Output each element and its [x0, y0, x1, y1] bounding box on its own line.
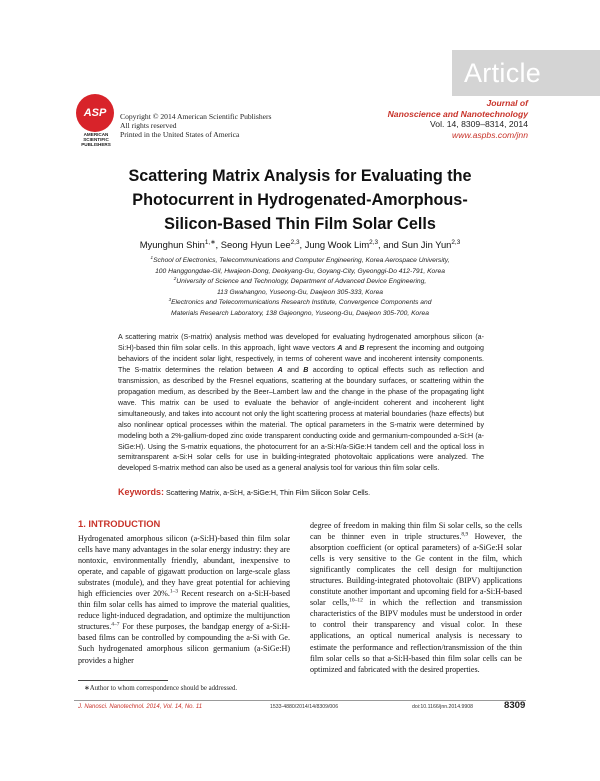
- footer-citation: J. Nanosci. Nanotechnol. 2014, Vol. 14, No. 11: [78, 704, 203, 710]
- asp-logo-icon: ASP: [76, 94, 114, 132]
- affiliation-line: $^3$Electronics and Telecommunications Research Institute, Convergence Components and: [168, 296, 432, 306]
- keywords-label: Keywords:: [118, 487, 165, 497]
- body-column-left: Hydrogenated amorphous silicon (a-Si:H)-based thin film solar cells have many advantages in the solar energy industry: they are nontoxic, environmentally friendly, abundant, inexpensive to operate, and capable of gigawatt production on large-scale glass substrates (module), and they have great potential for achieving high efficiencies over 20%.$^{1-3}$ Recent research on a-Si:H-based thin film solar cells has aimed to improve the material qualities, reduce light-induced degradation, and optimize the multijunction structures.$^{4-7}$ For these purposes, the bandgap energy of a-Si:H-based films can be controlled by compounding the a-Si with Ge. Such hydrogenated amorphous silicon germanium (a-SiGe:H) provides a higher: [78, 534, 290, 665]
- footnote-divider: [78, 680, 168, 681]
- affiliation-line: $^1$School of Electronics, Telecommunications and Computer Engineering, Korea Aerospace University,: [150, 254, 450, 264]
- footer-doi[interactable]: doi:10.1166/jnn.2014.9908: [412, 704, 474, 710]
- affiliation-line: Materials Research Laboratory, 138 Gajeongno, Yuseong-Gu, Daejeon 305-700, Korea: [171, 309, 429, 317]
- journal-url[interactable]: www.aspbs.com/jnn: [452, 129, 528, 140]
- page-number: 8309: [504, 700, 526, 711]
- body-column-right: degree of freedom in making thin film Si solar cells, so the cells can be thinner even in triple structures.$^{8,9}$ However, the absorption coefficient (or optical parameters) of a-SiGe:H solar cells is very sensitive to the Ge content in the film, which significantly complicates the cell design for multijunction structures. Building-integrated photovoltaic (BIPV) applications constitute another important and upcoming field for a-Si:H-based solar cells,$^{10-12}$ in which the reflection and transmission characteristics of the BIPV modules must be understood in order to control their transparency and visual color. In these applications, an optical numerical analysis is necessary to estimate the performance and reflection/transmission of the thin film solar cells so that a-Si:H-based thin film solar cells can be optimized and fabricated with the desired properties.: [310, 521, 522, 674]
- keywords: [118, 487, 498, 498]
- article-badge: Article: [452, 50, 600, 96]
- logo-subtitle: AMERICAN SCIENTIFIC PUBLISHERS: [81, 132, 111, 148]
- publisher-logo: [74, 94, 118, 152]
- author-name: Myunghun Shin: [139, 239, 205, 250]
- abstract: A scattering matrix (S-matrix) analysis method was developed for evaluating hydrogenated amorphous silicon (a-Si:H)-based thin film solar cells. In this approach, light wave vectors A and B represent the incoming and outgoing behaviors of the incident solar light, respectively, in terms of coherent wave and incoherent intensity components. The S-matrix determines the relation between A and B according to optical effects such as reflection and transmission, as described by the Fresnel equations, scattering at the boundary surfaces, or scattering within the propagation medium, as described by the Beer–Lambert law and the change in the phase of the propagating light wave. This matrix can be used to evaluate the behavior of angle-incident coherent and incoherent light simultaneously, and takes into account not only the light scattering process at material boundaries (haze effects) but also nonlinear optical processes within the material. The optical parameters in the S-matrix were determined by modeling both a 2%-gallium-doped zinc oxide transparent conducting oxide and germanium-compounded a-Si:H (a-SiGe:H). Using the S-matrix equations, the photocurrent for an a-Si:H/a-SiGe:H tandem cell and the optical loss in semitransparent a-Si:H solar cells for use in building-integrated photovoltaic applications were analyzed. The developed S-matrix method can also be used as a general analysis tool for various thin film solar cells.: [118, 333, 485, 473]
- author-name: Jung Wook Lim: [304, 239, 370, 250]
- footer-issn: 1533-4880/2014/14/8309/006: [270, 704, 339, 710]
- journal-info: [388, 98, 528, 140]
- affiliation-line: 113 Gwahangno, Yuseong-Gu, Daejeon 305-333, Korea: [216, 288, 384, 296]
- journal-name-line2: Nanoscience and Nanotechnology: [387, 108, 528, 119]
- affiliation-line: $^2$University of Science and Technology, Department of Advanced Device Engineering,: [173, 275, 427, 285]
- affiliation-line: 100 Hanggongdae-Gil, Hwajeon-Dong, Deokyang-Gu, Goyang-City, Gyeonggi-Do 412-791, Korea: [155, 267, 445, 275]
- footer-divider: [74, 700, 526, 701]
- journal-name-line1: Journal of: [486, 98, 528, 108]
- footnote: ∗Author to whom correspondence should be addressed.: [84, 685, 238, 692]
- journal-volume: Vol. 14, 8309–8314, 2014: [430, 119, 528, 129]
- section-heading: 1. INTRODUCTION: [78, 518, 161, 529]
- author-name: Seong Hyun Lee: [220, 239, 291, 250]
- copyright-notice: Copyright © 2014 American Scientific Publishers All rights reserved Printed in the United States of America: [120, 112, 272, 139]
- author-list: Myunghun Shin$^{1,∗}$, Seong Hyun Lee$^{2,3}$, Jung Wook Lim$^{2,3}$, and Sun Jin Yun$^{2,3}$: [139, 238, 461, 250]
- keywords-list: Scattering Matrix, a-Si:H, a-SiGe:H, Thin Film Silicon Solar Cells.: [166, 489, 371, 497]
- author-name: Sun Jin Yun: [401, 239, 452, 250]
- affiliations: [80, 256, 520, 319]
- paper-title: Scattering Matrix Analysis for Evaluating the Photocurrent in Hydrogenated-Amorphous- Silicon-Based Thin Film Solar Cells: [128, 167, 472, 233]
